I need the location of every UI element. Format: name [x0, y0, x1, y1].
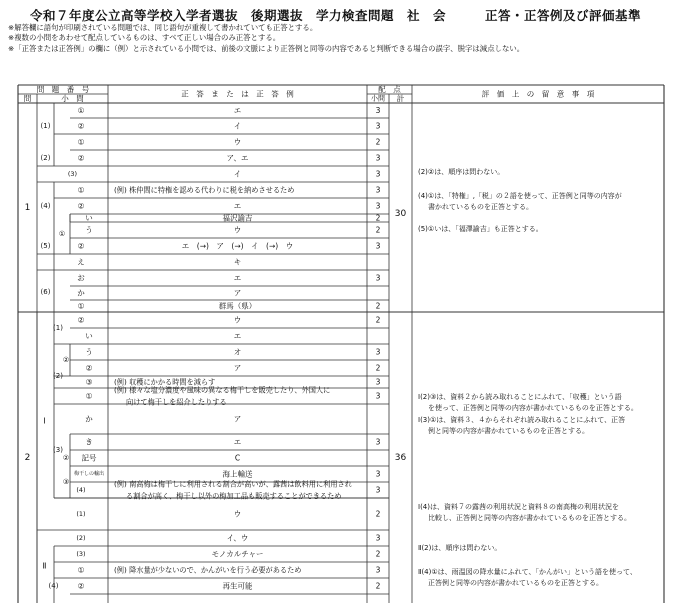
page-title: 令和７年度公立高等学校入学者選抜 後期選抜 学力検査問題 社 会 正答・正答例及び評価基準 — [30, 8, 642, 23]
row-answer: モノカルチャー — [211, 549, 264, 559]
criteria-text: 例と同等の内容が書かれているものを正答とする。 — [428, 427, 589, 435]
row-answer: (例) 降水量が少ないので、かんがいを行う必要があるため — [114, 565, 302, 575]
criteria-text: Ⅰ(3)①は、資料３、４からそれぞれ読み取れることにふれて、正答 — [418, 416, 626, 424]
q-number-header: 問 題 番 号 — [36, 85, 90, 94]
row-number: (3) — [76, 550, 86, 558]
total-points-header: 計 — [396, 94, 405, 103]
section-total: 36 — [394, 453, 407, 463]
row-answer: 海上輸送 — [222, 469, 253, 479]
row-answer: ウ — [233, 137, 242, 147]
criteria-text: Ⅱ(4)①は、雨温図の降水量にふれて、「かんがい」という語を使って、 — [418, 568, 637, 576]
group-label: (2) — [53, 372, 63, 380]
row-answer: イ — [233, 121, 242, 131]
section-number: 1 — [24, 203, 31, 213]
row-points: 2 — [375, 225, 381, 235]
row-number: ② — [77, 153, 85, 163]
row-number: (2) — [76, 534, 86, 542]
row-number: ② — [77, 241, 85, 251]
criteria-text: (2)②は、順序は問わない。 — [418, 168, 505, 176]
row-number: ② — [77, 581, 85, 591]
row-points: 3 — [375, 201, 381, 211]
row-answer: ウ — [233, 509, 242, 519]
row-number: (3) — [67, 170, 78, 178]
row-answer: エ — [233, 437, 242, 447]
row-number: 梅干しの輸出 — [73, 471, 105, 477]
row-answer: ア、エ — [226, 153, 249, 163]
row-number: い — [85, 213, 93, 223]
row-number: (1) — [76, 510, 86, 518]
group-label: Ⅰ — [43, 416, 46, 426]
row-number: え — [77, 257, 85, 267]
row-number: か — [85, 414, 93, 424]
row-answer: 向けて梅干しを紹介したりする — [126, 397, 227, 407]
row-number: ① — [77, 301, 85, 311]
row-points: 2 — [375, 549, 381, 559]
criteria-text: (4)①は、「特権」,「税」の２語を使って、正答例と同等の内容が — [418, 192, 622, 200]
row-points: 3 — [375, 185, 381, 195]
row-answer: (例) 様々な塩分濃度や風味の異なる梅干しを販売したり、外国人に — [114, 385, 331, 395]
row-number: 記号 — [81, 453, 97, 463]
row-answer: エ — [233, 201, 242, 211]
row-answer: (例) 株仲間に特権を認める代わりに税を納めさせるため — [114, 185, 295, 195]
small-points-header: 小問 — [371, 94, 385, 103]
criteria-text: 比較し、正答例と同等の内容が書かれているものを正答とする。 — [428, 514, 631, 522]
row-answer: 再生可能 — [222, 581, 253, 591]
criteria-text: Ⅰ(2)③は、資料２から読み取れることにふれて、「収穫」という語 — [418, 393, 622, 401]
row-number: き — [85, 437, 93, 447]
row-points: 3 — [375, 273, 381, 283]
row-answer: (例) 南高梅は梅干しに利用される割合が高いが、露茜は飲料用に利用され — [114, 479, 352, 489]
criteria-header: 評 価 上 の 留 意 事 項 — [481, 89, 595, 99]
row-answer: C — [234, 453, 241, 463]
row-number: う — [85, 347, 93, 357]
note-line: ※複数の小問をあわせて配点しているものは、すべて正しい場合のみ正答とする。 — [8, 33, 281, 43]
row-answer: ア — [233, 414, 242, 424]
row-number: ① — [77, 565, 85, 575]
row-points: 2 — [375, 315, 381, 325]
group-label: (4) — [40, 202, 51, 210]
row-answer: イ — [233, 169, 242, 179]
row-points: 2 — [375, 363, 381, 373]
row-points: 3 — [375, 153, 381, 163]
row-answer: ウ — [233, 225, 242, 235]
row-number: ② — [77, 121, 85, 131]
row-answer: イ、ウ — [226, 533, 249, 543]
row-points: 3 — [375, 391, 381, 401]
row-points: 3 — [375, 121, 381, 131]
row-answer: る割合が高く、梅干し以外の梅加工品も販売することができるため — [126, 491, 342, 501]
row-answer: ア — [233, 288, 242, 298]
row-points: 3 — [375, 469, 381, 479]
row-answer: ウ — [233, 315, 242, 325]
row-points: 3 — [375, 169, 381, 179]
criteria-text: (5)①いは、「福澤諭吉」も正答とする。 — [418, 225, 543, 233]
row-number: ① — [85, 391, 93, 401]
row-points: 3 — [375, 437, 381, 447]
row-number: ① — [77, 185, 85, 195]
row-answer: (例) 収穫にかかる時間を減らす — [114, 377, 216, 387]
row-number: ② — [85, 363, 93, 373]
row-number: ② — [77, 315, 85, 325]
group-label: ③ — [62, 478, 70, 486]
criteria-text: Ⅱ(2)は、順序は問わない。 — [418, 544, 502, 552]
group-label: (6) — [40, 288, 51, 296]
mon-header: 問 — [23, 94, 32, 103]
row-points: 2 — [375, 581, 381, 591]
row-points: 2 — [375, 213, 381, 223]
row-number: か — [77, 288, 85, 298]
row-points: 2 — [375, 509, 381, 519]
row-points: 3 — [375, 485, 381, 495]
criteria-text: 正答例と同等の内容が書かれているものを正答とする。 — [428, 579, 603, 587]
row-points: 3 — [375, 377, 381, 387]
group-label: ② — [62, 356, 70, 364]
criteria-text: 書かれているものを正答とする。 — [428, 203, 533, 211]
section-total: 30 — [394, 209, 407, 219]
note-line: ※解答欄に語句が印刷されている問題では、同じ語句が重複して書かれていても正答とする。 — [8, 23, 318, 32]
row-number: ① — [77, 106, 85, 115]
row-number: (4) — [76, 486, 86, 494]
row-number: う — [85, 225, 93, 235]
row-points: 3 — [375, 533, 381, 543]
points-header: 配 点 — [378, 85, 401, 94]
row-number: ① — [77, 137, 85, 147]
section-number: 2 — [24, 453, 31, 463]
row-answer: ア — [233, 363, 242, 373]
group-label: ② — [62, 454, 70, 462]
row-answer: エ (→) ア (→) イ (→) ウ — [181, 241, 294, 251]
group-label: Ⅱ — [42, 561, 47, 571]
row-number: い — [85, 331, 93, 341]
row-number: ② — [77, 201, 85, 211]
row-points: 2 — [375, 137, 381, 147]
note-line: ※「正答または正答例」の欄に（例）と示されている小問では、前後の文脈により正答例と同等の内容であると判断できる場合の誤字、脱字は減点しない。 — [8, 43, 525, 53]
row-points: 3 — [375, 106, 381, 115]
group-label: (3) — [53, 446, 63, 454]
answer-header: 正 答 ま た は 正 答 例 — [181, 89, 294, 99]
group-label: (2) — [40, 154, 51, 162]
row-answer: エ — [233, 273, 242, 283]
criteria-text: を使って、正答例と同等の内容が書かれているものを正答とする。 — [428, 404, 638, 412]
row-points: 3 — [375, 565, 381, 575]
row-points: 3 — [375, 347, 381, 357]
group-label: (1) — [40, 122, 51, 130]
shomon-header: 小 問 — [61, 94, 84, 103]
row-answer: オ — [233, 347, 242, 357]
row-answer: キ — [233, 257, 242, 267]
group-label: ① — [58, 230, 66, 238]
row-answer: 福沢諭吉 — [222, 213, 253, 223]
row-points: 2 — [375, 301, 381, 311]
row-number: お — [77, 273, 85, 283]
row-number: ③ — [85, 377, 93, 387]
group-label: (4) — [48, 582, 59, 590]
group-label: (1) — [53, 324, 63, 332]
row-answer: エ — [233, 331, 242, 341]
row-points: 3 — [375, 241, 381, 251]
row-answer: 群馬（県） — [218, 301, 257, 311]
row-answer: エ — [233, 106, 242, 115]
group-label: (5) — [40, 242, 51, 250]
criteria-text: Ⅰ(4)は、資料７の露茜の利用状況と資料８の南高梅の利用状況を — [418, 503, 619, 511]
